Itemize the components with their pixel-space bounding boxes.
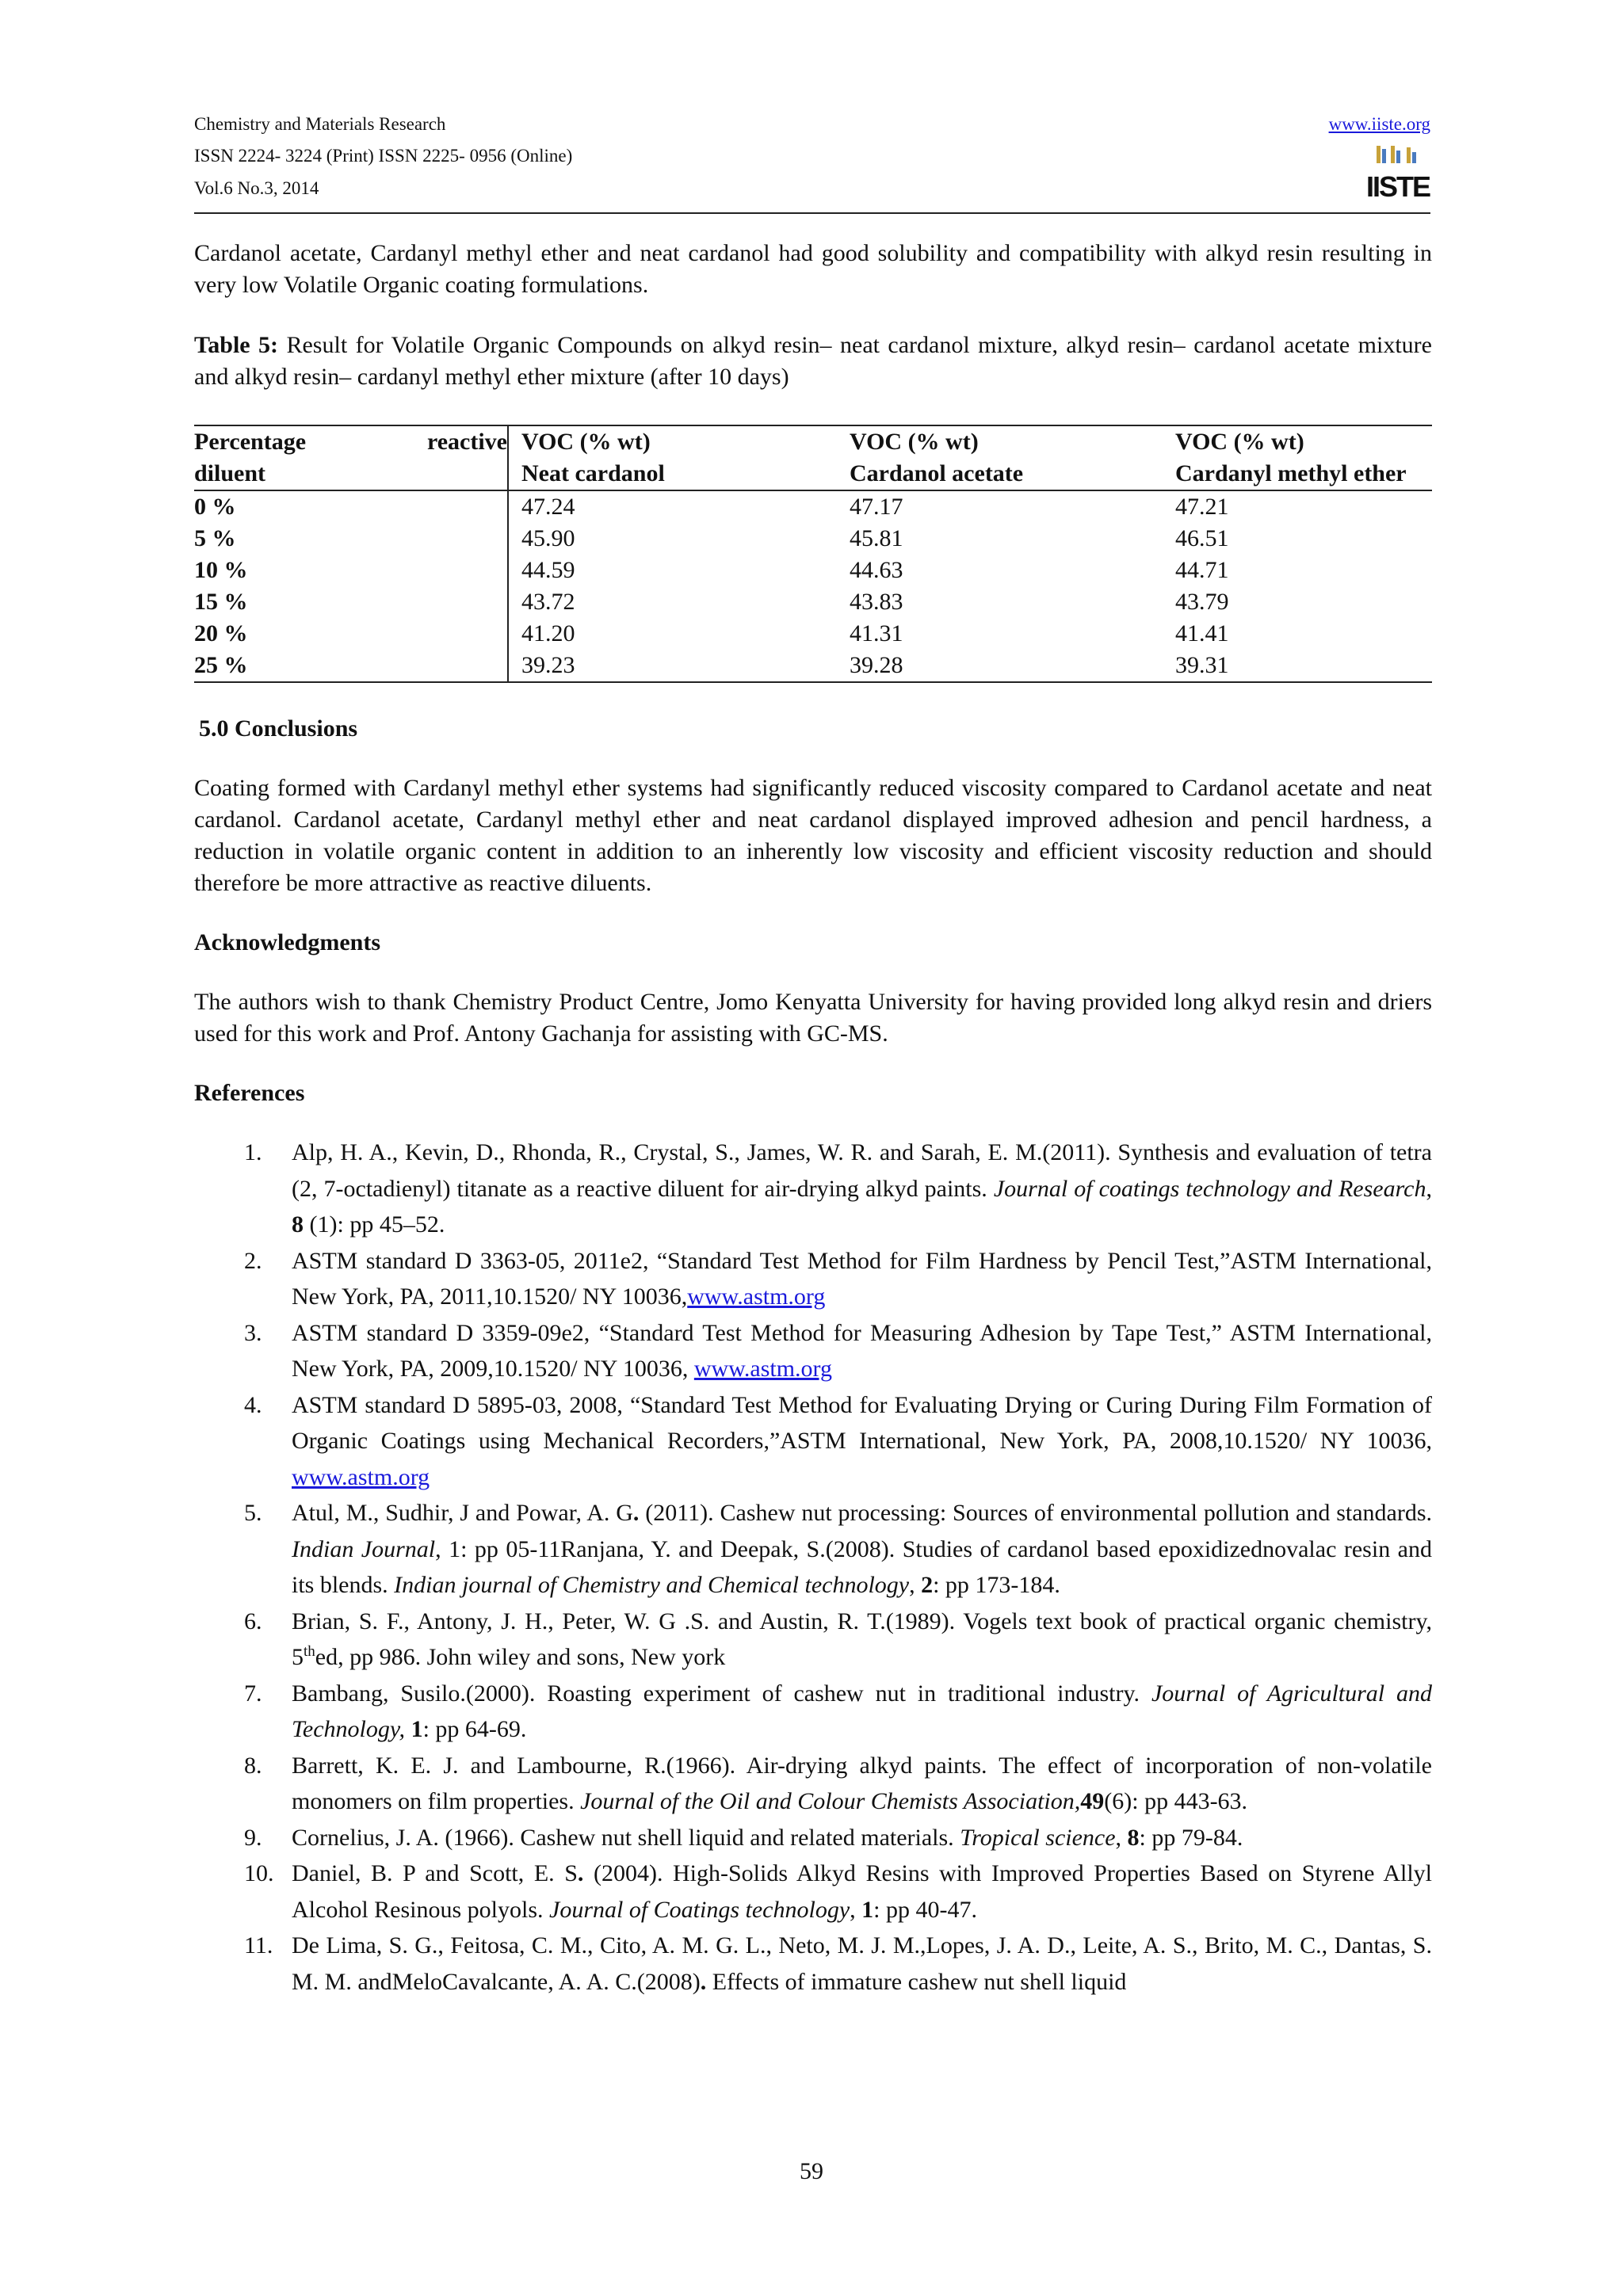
cell-cardanyl-methyl-ether: 47.21 [1175, 494, 1229, 520]
table-row [194, 586, 1432, 618]
reference-text [405, 1716, 411, 1742]
reference-text: Barrett, K. E. J. and Lambourne, R.(1966). Air-drying alkyd paints. The effect of incorporation of non-volatile monomers on film properties. [292, 1752, 1432, 1814]
reference-item [194, 1135, 1432, 1243]
header-cardanyl-methyl-ether [1163, 425, 1432, 490]
cell-cardanyl-methyl-ether: 46.51 [1175, 525, 1229, 551]
reference-journal: Journal of the Oil and Colour Chemists Association, [580, 1788, 1081, 1814]
cell-cardanol-acetate: 41.31 [850, 620, 903, 646]
volume-line: Vol.6 No.3, 2014 [194, 178, 319, 198]
row-label: 20 % [194, 618, 508, 650]
reference-number: 10. [244, 1860, 274, 1886]
reference-pages: : pp 79-84. [1139, 1824, 1243, 1851]
reference-text: , [1115, 1824, 1128, 1851]
acknowledgments-heading: Acknowledgments [194, 929, 381, 955]
journal-site-link[interactable]: www.iiste.org [1328, 114, 1430, 134]
cell-cardanol-acetate: 45.81 [850, 525, 903, 551]
table-caption [194, 330, 1432, 393]
reference-volume: 8 [1127, 1824, 1140, 1851]
header-c1-part1: Percentage [194, 429, 307, 455]
reference-pages: (6): pp 443-63. [1104, 1788, 1248, 1814]
reference-number: 8. [244, 1752, 262, 1779]
page-body [194, 238, 1432, 2000]
reference-volume: 49 [1080, 1788, 1105, 1814]
reference-item [194, 1820, 1432, 1856]
header-c1-part3: diluent [194, 460, 266, 486]
cell-neat-cardanol: 45.90 [521, 525, 575, 551]
reference-volume: 8 [292, 1211, 304, 1238]
reference-link[interactable]: www.astm.org [693, 1356, 832, 1382]
reference-number: 2. [244, 1247, 262, 1274]
reference-text: Atul, M., Sudhir, J and Powar, A. G [292, 1500, 633, 1526]
reference-text: (2004). High-Solids Alkyd Resins with Improved Properties Based on Styrene Allyl Alcohol Resinous polyols. [292, 1860, 1432, 1923]
reference-list [194, 1135, 1432, 2000]
reference-item [194, 1855, 1432, 1928]
row-label: 0 % [194, 490, 508, 523]
issn-line: ISSN 2224- 3224 (Print) ISSN 2225- 0956 (Online) [194, 146, 573, 166]
header-neat-cardanol [508, 425, 837, 490]
cell-cardanol-acetate: 47.17 [850, 494, 903, 520]
intro-paragraph: Cardanol acetate, Cardanyl methyl ether and neat cardanol had good solubility and compatibility with alkyd resin resulting in very low Volatile Organic coating formulations. [194, 240, 1432, 298]
reference-journal: Indian Journal [292, 1535, 436, 1562]
reference-item [194, 1604, 1432, 1676]
reference-item [194, 1748, 1432, 1820]
cell-cardanyl-methyl-ether: 39.31 [1175, 652, 1229, 678]
conclusions-paragraph: Coating formed with Cardanyl methyl ether systems had significantly reduced viscosity compared to Cardanol acetate and neat cardanol. Cardanol acetate, Cardanyl methyl ether and neat cardanol displayed improved adhesion and pencil hardness, a reduction in volatile organic content in addition to an inherently low viscosity and efficient viscosity reduction and should therefore be more attractive as reactive diluents. [194, 775, 1432, 896]
references-heading: References [194, 1080, 305, 1106]
reference-number: 1. [244, 1139, 262, 1165]
table-header-row [194, 425, 1432, 490]
reference-journal: Indian journal of Chemistry and Chemical technology [394, 1572, 910, 1598]
cell-cardanyl-methyl-ether: 44.71 [1175, 557, 1229, 583]
reference-journal: Tropical science [960, 1824, 1116, 1851]
cell-neat-cardanol: 47.24 [521, 494, 575, 520]
reference-text: Daniel, B. P and Scott, E. S [292, 1860, 578, 1886]
cell-cardanol-acetate: 44.63 [850, 557, 903, 583]
header-c2-line1: VOC (% wt) [521, 429, 651, 455]
iiste-logo-icon [1365, 144, 1430, 208]
reference-volume: 1 [411, 1716, 423, 1742]
reference-number: 11. [244, 1932, 273, 1958]
reference-text: ed, pp 986. John wiley and sons, New york [315, 1644, 726, 1670]
reference-number: 4. [244, 1391, 262, 1418]
reference-item [194, 1387, 1432, 1496]
row-label: 10 % [194, 555, 508, 586]
reference-text: Effects of immature cashew nut shell liquid [706, 1968, 1127, 1995]
voc-table [194, 425, 1432, 683]
svg-text:IISTE: IISTE [1365, 170, 1430, 203]
header-c3-line2: Cardanol acetate [850, 460, 1024, 486]
cell-neat-cardanol: 44.59 [521, 557, 575, 583]
reference-item [194, 1495, 1432, 1604]
page-header [194, 113, 1430, 214]
row-label: 25 % [194, 650, 508, 682]
header-c4-line2: Cardanyl methyl ether [1175, 460, 1407, 486]
cell-cardanyl-methyl-ether: 41.41 [1175, 620, 1229, 646]
reference-pages: : pp 40-47. [873, 1896, 977, 1923]
cell-neat-cardanol: 43.72 [521, 589, 575, 615]
reference-text: Bambang, Susilo.(2000). Roasting experiment of cashew nut in traditional industry. [292, 1680, 1151, 1707]
table-row [194, 618, 1432, 650]
table-caption-text: Result for Volatile Organic Compounds on alkyd resin– neat cardanol mixture, alkyd resin– cardanol acetate mixture and alkyd resin– cardanyl methyl ether mixture (after 10 days) [194, 332, 1432, 390]
reference-text: Cornelius, J. A. (1966). Cashew nut shell liquid and related materials. [292, 1824, 960, 1851]
reference-pages: : pp 64-69. [422, 1716, 527, 1742]
cell-cardanol-acetate: 43.83 [850, 589, 903, 615]
reference-number: 7. [244, 1680, 262, 1707]
reference-text: . [700, 1968, 707, 1995]
row-label: 5 % [194, 523, 508, 555]
reference-text: . [577, 1860, 584, 1886]
cell-cardanol-acetate: 39.28 [850, 652, 903, 678]
reference-text: De Lima, S. G., Feitosa, C. M., Cito, A. M. G. L., Neto, M. J. M.,Lopes, J. A. D., Leite, A. S., Brito, M. C., Dantas, S. M. M. andMeloCavalcante, A. A. C.(2008) [292, 1932, 1432, 1995]
acknowledgments-paragraph: The authors wish to thank Chemistry Product Centre, Jomo Kenyatta University for having provided long alkyd resin and driers used for this work and Prof. Antony Gachanja for assisting with GC-MS. [194, 989, 1432, 1047]
reference-journal: Journal of Agricultural and Technology, [292, 1680, 1432, 1742]
header-percentage-diluent [194, 425, 508, 490]
reference-text: , 1: pp 05-11Ranjana, Y. and Deepak, S.(2008). Studies of cardanol based epoxidizednovalac resin and its blends. [292, 1535, 1432, 1598]
reference-text: Brian, S. F., Antony, J. H., Peter, W. G .S. and Austin, R. T.(1989). Vogels text book of practical organic chemistry, 5 [292, 1608, 1432, 1670]
reference-text: (2011). Cashew nut processing: Sources of environmental pollution and standards. [639, 1500, 1433, 1526]
reference-item [194, 1928, 1432, 2000]
reference-superscript: th [304, 1643, 315, 1660]
reference-volume: 2 [921, 1572, 934, 1598]
reference-item [194, 1315, 1432, 1387]
row-label: 15 % [194, 586, 508, 618]
header-c3-line1: VOC (% wt) [850, 429, 979, 455]
reference-text: Alp, H. A., Kevin, D., Rhonda, R., Crystal, S., James, W. R. and Sarah, E. M.(2011). Synthesis and evaluation of tetra (2, 7-octadienyl) titanate as a reactive diluent for air-drying alkyd paints. [292, 1139, 1432, 1202]
cell-neat-cardanol: 39.23 [521, 652, 575, 678]
reference-pages: (1): pp 45–52. [304, 1211, 445, 1238]
reference-text: , [1426, 1175, 1432, 1202]
reference-item [194, 1243, 1432, 1315]
reference-link[interactable]: www.astm.org [292, 1463, 430, 1490]
reference-text: ASTM standard D 3359-09e2, “Standard Test Method for Measuring Adhesion by Tape Test,” ASTM International, New York, PA, 2009,10.1520/ NY 10036, [292, 1319, 1432, 1382]
header-c2-line2: Neat cardanol [521, 460, 665, 486]
reference-text: ASTM standard D 5895-03, 2008, “Standard Test Method for Evaluating Drying or Curing During Film Formation of Organic Coatings using Mechanical Recorders,”ASTM International, New York, PA, 2008,10.1520/ NY 10036, [292, 1391, 1432, 1454]
table-caption-label: Table 5: [194, 332, 279, 358]
reference-number: 9. [244, 1824, 262, 1851]
reference-number: 5. [244, 1500, 262, 1526]
reference-journal: Journal of Coatings technology [549, 1896, 850, 1923]
header-c4-line1: VOC (% wt) [1175, 429, 1304, 455]
reference-text: , [850, 1896, 862, 1923]
reference-link[interactable]: www.astm.org [687, 1283, 826, 1310]
reference-text: , [909, 1572, 922, 1598]
table-row [194, 650, 1432, 682]
reference-text: . [632, 1500, 640, 1526]
reference-number: 6. [244, 1608, 262, 1634]
cell-neat-cardanol: 41.20 [521, 620, 575, 646]
journal-name: Chemistry and Materials Research [194, 114, 446, 134]
reference-journal: Journal of coatings technology and Research [993, 1175, 1426, 1202]
conclusions-heading: 5.0 Conclusions [199, 715, 358, 742]
reference-volume: 1 [861, 1896, 874, 1923]
reference-number: 3. [244, 1319, 262, 1346]
table-row [194, 555, 1432, 586]
header-c1-part2: reactive [426, 429, 507, 455]
table-row [194, 490, 1432, 523]
header-cardanol-acetate [837, 425, 1163, 490]
table-row [194, 523, 1432, 555]
cell-cardanyl-methyl-ether: 43.79 [1175, 589, 1229, 615]
reference-pages: : pp 173-184. [933, 1572, 1060, 1598]
page-number: 59 [800, 2158, 823, 2184]
reference-text: ASTM standard D 3363-05, 2011e2, “Standard Test Method for Film Hardness by Pencil Test,”ASTM International, New York, PA, 2011,10.1520/ NY 10036, [292, 1247, 1432, 1310]
reference-item [194, 1676, 1432, 1748]
